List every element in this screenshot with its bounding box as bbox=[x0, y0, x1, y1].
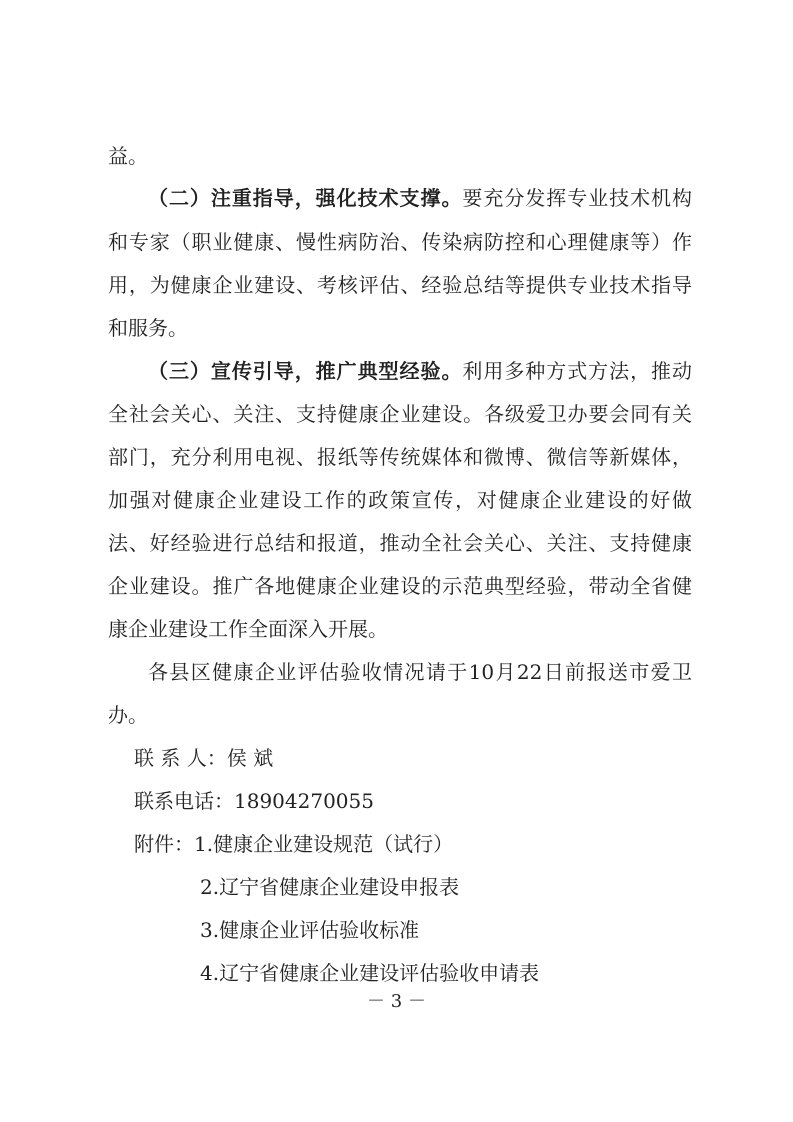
attachment-item: 2.辽宁省健康企业建设申报表 bbox=[200, 875, 460, 899]
section-two-line-3 bbox=[108, 270, 692, 300]
contact-person-name: 侯 斌 bbox=[226, 746, 274, 770]
attachment-item: 3.健康企业评估验收标准 bbox=[200, 918, 420, 942]
text-line: 康企业建设工作全面深入开展。 bbox=[108, 617, 388, 641]
section-three-line-3 bbox=[108, 442, 692, 472]
section-two-line-2 bbox=[108, 227, 692, 257]
section-two-heading: （二）注重指导，强化技术支撑。 bbox=[148, 186, 463, 210]
text-line: 部门，充分利用电视、报纸等传统媒体和微博、微信等新媒体， bbox=[108, 445, 692, 469]
text-line: 用，为健康企业建设、考核评估、经验总结等提供专业技术指导 bbox=[108, 273, 692, 297]
section-three-line-7 bbox=[108, 614, 388, 644]
text-line: 利用多种方式方法，推动 bbox=[462, 359, 693, 383]
deadline-line-1 bbox=[148, 657, 692, 687]
section-two-line-1 bbox=[148, 183, 692, 213]
text-line: 和专家（职业健康、慢性病防治、传染病防控和心理健康等）作 bbox=[108, 230, 692, 254]
text-line: 和服务。 bbox=[108, 316, 188, 340]
attachment-1 bbox=[134, 829, 453, 859]
attachment-4 bbox=[200, 958, 539, 988]
attachment-2 bbox=[200, 872, 459, 902]
contact-person-label: 联 系 人： bbox=[134, 746, 227, 770]
section-three-line-5 bbox=[108, 528, 692, 558]
attachment-item: 1.健康企业建设规范（试行） bbox=[194, 832, 454, 856]
text-line: 要充分发挥专业技术机构 bbox=[462, 186, 693, 210]
text-line: 企业建设。推广各地健康企业建设的示范典型经验，带动全省健 bbox=[108, 574, 692, 598]
section-three-line-4 bbox=[108, 485, 692, 515]
attachments-label: 附件： bbox=[134, 832, 194, 856]
text-line: 办。 bbox=[108, 703, 148, 727]
section-two-line-4 bbox=[108, 313, 188, 343]
text-line: 各县区健康企业评估验收情况请于10月22日前报送市爱卫 bbox=[148, 660, 692, 684]
deadline-line-2 bbox=[108, 700, 148, 730]
section-three-line-2 bbox=[108, 399, 692, 429]
text-line: 加强对健康企业建设工作的政策宣传，对健康企业建设的好做 bbox=[108, 488, 692, 512]
contact-phone-label: 联系电话： bbox=[134, 789, 234, 813]
contact-phone-number: 18904270055 bbox=[234, 789, 374, 813]
section-three-line-6 bbox=[108, 571, 692, 601]
text-line: 全社会关心、关注、支持健康企业建设。各级爱卫办要会同有关 bbox=[108, 402, 692, 426]
section-three-line-1 bbox=[148, 356, 692, 386]
paragraph-continuation-line bbox=[108, 141, 148, 171]
attachment-item: 4.辽宁省健康企业建设评估验收申请表 bbox=[200, 961, 540, 985]
text-line: 法、好经验进行总结和报道，推动全社会关心、关注、支持健康 bbox=[108, 531, 692, 555]
text-line: 益。 bbox=[108, 144, 148, 168]
page-number: － 3 － bbox=[367, 991, 426, 1012]
attachment-3 bbox=[200, 915, 419, 945]
section-three-heading: （三）宣传引导，推广典型经验。 bbox=[148, 359, 463, 383]
contact-phone bbox=[134, 786, 374, 816]
contact-person bbox=[134, 743, 273, 773]
